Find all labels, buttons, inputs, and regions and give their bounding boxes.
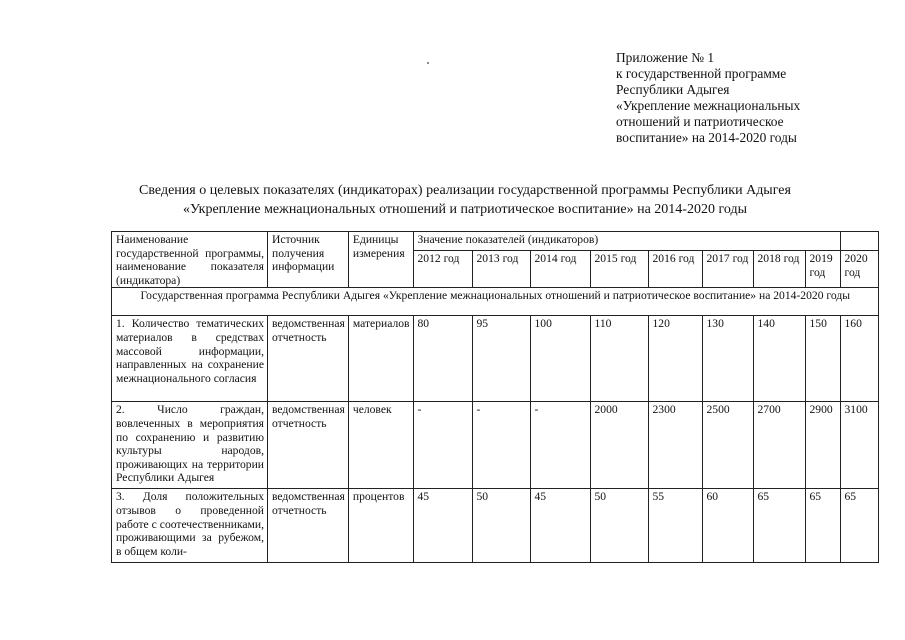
indicator-value: 2900: [805, 402, 840, 489]
indicator-value: 55: [648, 489, 702, 563]
indicator-name: 2. Число граждан, вовлеченных в мероприятия по сохранению и развитию культуры народов, проживающих на территории Республики Адыгея: [112, 402, 268, 489]
indicator-value: 130: [702, 316, 753, 402]
header-year: 2020 год: [840, 251, 878, 288]
header-year: 2017 год: [702, 251, 753, 288]
appendix-line: Приложение № 1: [616, 50, 715, 65]
indicator-name: 1. Количество тематических материалов в средствах массовой информации, направленных на сохранение межнационального согласия: [112, 316, 268, 402]
indicator-value: 3100: [840, 402, 878, 489]
header-name: Наименование государственной программы, наименование показателя (индикатора): [112, 232, 268, 288]
header-year: 2016 год: [648, 251, 702, 288]
header-year: 2013 год: [472, 251, 530, 288]
table-row: [112, 402, 879, 489]
header-year: 2014 год: [530, 251, 590, 288]
header-year: 2019 год: [805, 251, 840, 288]
indicator-value: 80: [413, 316, 472, 402]
indicators-table: [111, 231, 879, 563]
program-row: [112, 288, 879, 316]
indicator-unit: человек: [348, 402, 413, 489]
table-header-row: [112, 232, 879, 251]
indicator-value: 50: [590, 489, 648, 563]
indicator-source: ведомственная отчетность: [268, 402, 349, 489]
header-year: 2012 год: [413, 251, 472, 288]
appendix-line: воспитание» на 2014-2020 годы: [616, 130, 797, 145]
title-line-2: «Укрепление межнациональных отношений и патриотическое воспитание» на 2014-2020 годы: [182, 202, 747, 217]
header-source: Источник получения информации: [268, 232, 349, 288]
indicator-value: 50: [472, 489, 530, 563]
header-unit: Единицы измерения: [348, 232, 413, 288]
indicator-value: 2500: [702, 402, 753, 489]
indicator-name: 3. Доля положительных отзывов о проведенной работе с соотечественниками, проживающими за рубежом, в общем коли-: [112, 489, 268, 563]
indicator-value: 160: [840, 316, 878, 402]
table-row: [112, 316, 879, 402]
header-values-blank: [840, 232, 878, 251]
indicator-unit: процентов: [348, 489, 413, 563]
document-title: [60, 181, 870, 219]
indicator-value: 95: [472, 316, 530, 402]
title-line-1: Сведения о целевых показателях (индикаторах) реализации государственной программы Республики Адыгея: [139, 183, 791, 198]
indicator-value: 2000: [590, 402, 648, 489]
indicator-value: 110: [590, 316, 648, 402]
indicator-unit: материалов: [348, 316, 413, 402]
indicator-value: -: [413, 402, 472, 489]
indicator-source: ведомственная отчетность: [268, 316, 349, 402]
indicator-value: 2300: [648, 402, 702, 489]
indicator-value: 100: [530, 316, 590, 402]
indicator-value: 65: [805, 489, 840, 563]
table-row: [112, 489, 879, 563]
indicator-value: 45: [413, 489, 472, 563]
header-values-group: Значение показателей (индикаторов): [413, 232, 840, 251]
indicator-value: -: [472, 402, 530, 489]
indicator-value: -: [530, 402, 590, 489]
indicator-value: 140: [753, 316, 805, 402]
appendix-line: Республики Адыгея: [616, 82, 730, 97]
appendix-line: отношений и патриотическое: [616, 114, 784, 129]
header-year: 2018 год: [753, 251, 805, 288]
indicator-value: 65: [840, 489, 878, 563]
indicator-value: 45: [530, 489, 590, 563]
scan-speck: [427, 62, 429, 64]
program-title-cell: Государственная программа Республики Адыгея «Укрепление межнациональных отношений и патриотическое воспитание» на 2014-2020 годы: [112, 288, 879, 316]
header-year: 2015 год: [590, 251, 648, 288]
indicator-value: 65: [753, 489, 805, 563]
appendix-note: [616, 50, 876, 146]
indicator-value: 120: [648, 316, 702, 402]
indicator-value: 60: [702, 489, 753, 563]
indicator-value: 150: [805, 316, 840, 402]
appendix-line: к государственной программе: [616, 66, 787, 81]
indicator-source: ведомственная отчетность: [268, 489, 349, 563]
indicator-value: 2700: [753, 402, 805, 489]
appendix-line: «Укрепление межнациональных: [616, 98, 801, 113]
